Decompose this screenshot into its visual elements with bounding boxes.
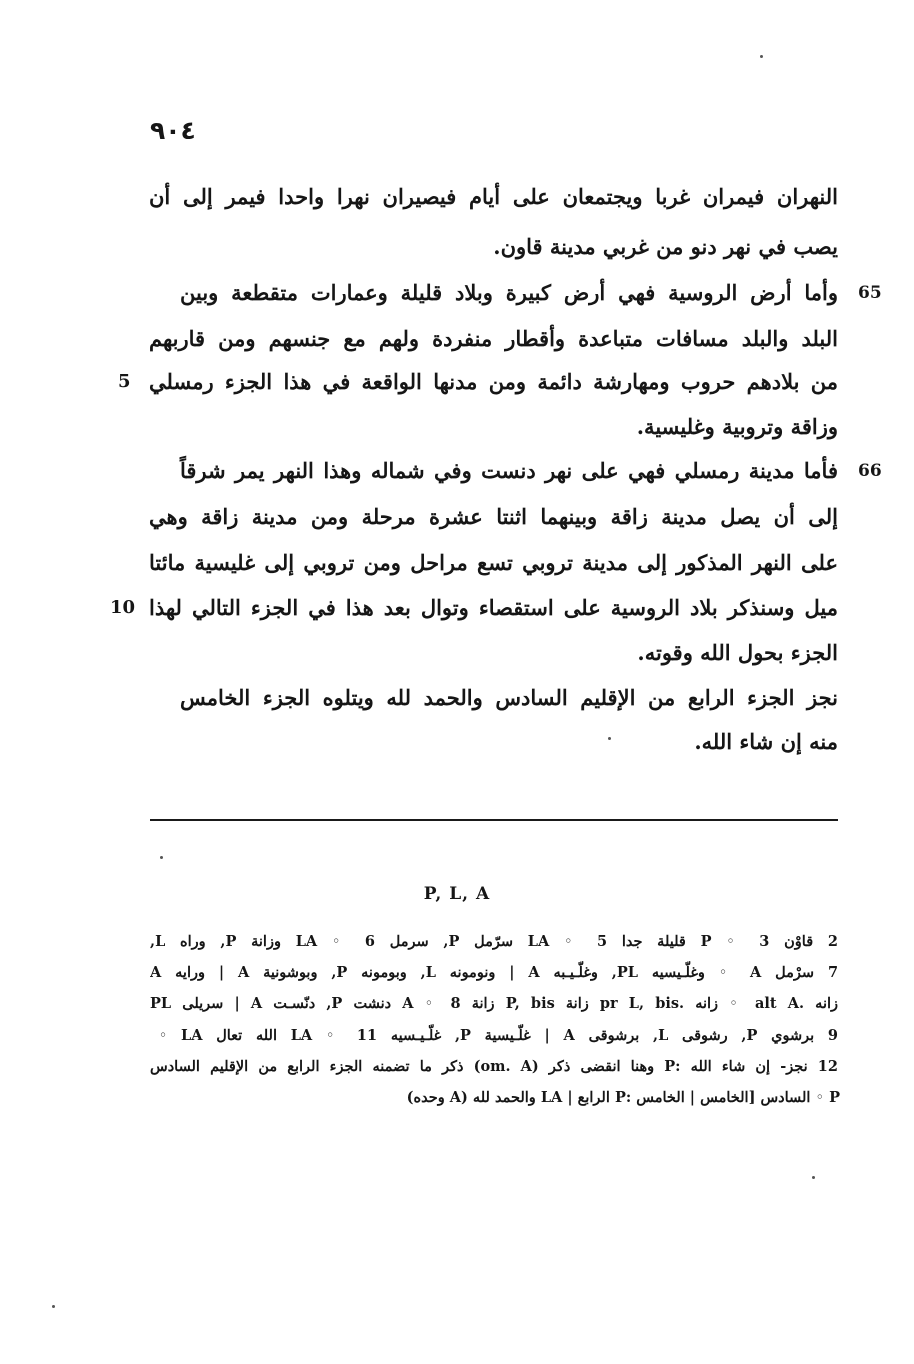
text-line: على النهر المذكور إلى مدينة تروبي تسع مراحل ومن تروبي إلى غليسية مائتا <box>149 550 838 575</box>
section-number: 65 <box>858 283 882 303</box>
scan-speck <box>812 1176 815 1179</box>
text-line: نجز الجزء الرابع من الإقليم السادس والحمد لله ويتلوه الجزء الخامس <box>180 685 838 710</box>
footnote-rule <box>150 819 838 821</box>
text-line: النهران فيمران غربا ويجتمعان على أيام فيصيران نهرا واحدا فيمر إلى أن <box>149 184 838 209</box>
scan-speck <box>160 856 163 859</box>
text-line: الجزء بحول الله وقوته. <box>637 640 838 665</box>
apparatus-line: 2 قاوْن P ◦ 3 قليلة جدا LA ◦ 5 سرّمل P, سرمل LA ◦ 6 وزانة P, وراه L, <box>150 933 838 950</box>
page-number: ٩٠٤ <box>150 116 196 145</box>
apparatus-line: 7 سرْمل A ◦ وغلّـيسيه PL, وغلّـيـبه A | ونومونه L, وبومونه P, وبوشونية A | ورايه A <box>150 964 838 981</box>
apparatus-line: 9 برشوي P, رشوقى L, برشوقى A | غلّـيسية P, غلّـيـسيه LA ◦ 11 الله تعال LA ◦ <box>150 1027 838 1044</box>
text-line: من بلادهم حروب ومهارشة دائمة ومن مدنها الواقعة في هذا الجزء رمسلي <box>149 369 838 394</box>
text-line: منه إن شاء الله. <box>694 729 838 754</box>
text-line: فأما مدينة رمسلي فهي على نهر دنست وفي شماله وهذا النهر يمر شرقاً <box>180 458 838 483</box>
apparatus-line: 12 نجز- إن شاء الله :P وهنا انقضى ذكر (om. A) ذكر ما تضمنه الجزء الرابع من الإقليم السادس <box>150 1058 838 1075</box>
scan-speck <box>760 55 763 58</box>
text-line: وزاقة وتروبية وغليسية. <box>636 414 838 439</box>
text-line: وأما أرض الروسية فهي أرض كبيرة وبلاد قليلة وعمارات متقطعة وبين <box>180 280 838 305</box>
text-line: يصب في نهر دنو من غربي مدينة قاون. <box>493 234 838 259</box>
text-line: ميل وسنذكر بلاد الروسية على استقصاء وتوال بعد هذا في الجزء التالي لهذا <box>149 595 838 620</box>
text-line: إلى أن يصل مدينة زاقة وبينهما اثنتا عشرة مرحلة ومن مدينة زاقة وهي <box>149 504 838 529</box>
apparatus-line: زانه .alt A ◦ زانه .pr L, bis زانة P, bis زانة 8 ◦ A دنشت P, دنّسـت A | سريلى PL <box>150 995 838 1012</box>
line-number: 10 <box>110 597 136 618</box>
section-number: 66 <box>858 461 882 481</box>
text-line: البلد والبلد مسافات متباعدة وأقطار منفردة ولهم مع جنسهم ومن قاربهم <box>149 326 838 351</box>
manuscript-sigla: P, L, A <box>423 884 491 904</box>
apparatus-line: P ◦ السادس [الخامس | الخامس :P الرابع | LA والحمد لله (A وحده) <box>406 1089 840 1106</box>
scan-speck <box>608 737 611 740</box>
scan-speck <box>52 1305 55 1308</box>
line-number: 5 <box>118 371 131 392</box>
